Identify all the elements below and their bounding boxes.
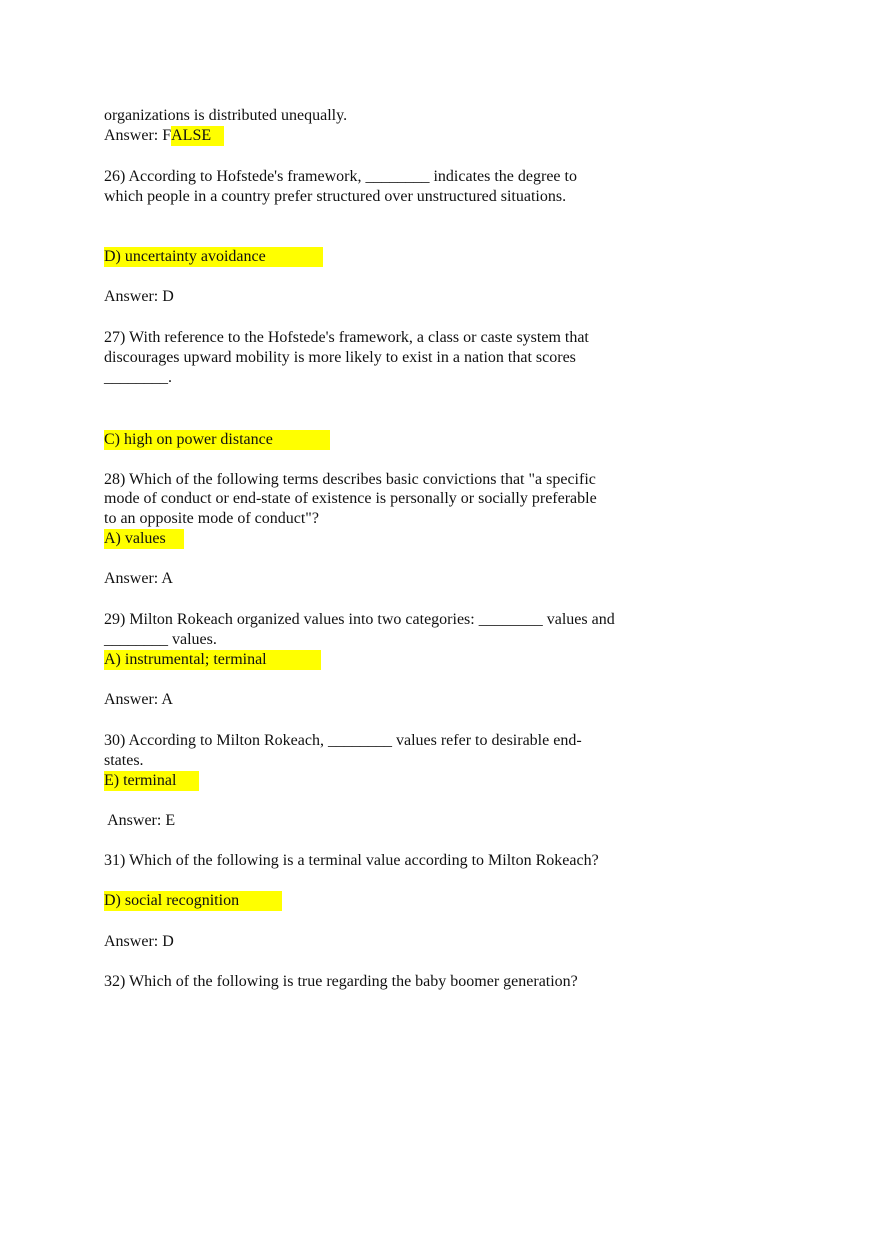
- question-29-line-2: ________ values.: [104, 631, 217, 648]
- question-28-choice: [104, 529, 184, 549]
- question-26-line-2: which people in a country prefer structured over unstructured situations.: [104, 188, 567, 205]
- question-29-choice: [104, 650, 321, 670]
- question-29-line-1: 29) Milton Rokeach organized values into two categories: ________ values and: [104, 611, 615, 628]
- question-28-line-2: mode of conduct or end-state of existence is personally or socially preferable: [104, 490, 597, 507]
- highlighted-choice: C) high on power distance: [104, 430, 330, 450]
- answer-highlight: ALSE: [171, 126, 224, 146]
- question-25-answer: [104, 126, 224, 146]
- question-30-choice: [104, 771, 199, 791]
- question-30-answer: Answer: E: [104, 812, 176, 829]
- question-25-text-line: organizations is distributed unequally.: [104, 107, 348, 124]
- question-29-answer: Answer: A: [104, 691, 173, 708]
- question-28-line-1: 28) Which of the following terms describes basic convictions that "a specific: [104, 471, 596, 488]
- question-27-line-2: discourages upward mobility is more likely to exist in a nation that scores: [104, 349, 576, 366]
- highlighted-choice: E) terminal: [104, 771, 199, 791]
- question-26-answer: Answer: D: [104, 288, 174, 305]
- question-28-line-3: to an opposite mode of conduct"?: [104, 510, 319, 527]
- question-28-answer: Answer: A: [104, 570, 173, 587]
- question-27-choice: [104, 430, 330, 450]
- question-30-line-1: 30) According to Milton Rokeach, ________ values refer to desirable end-: [104, 732, 582, 749]
- question-26-choice: [104, 247, 323, 267]
- question-27-line-3: ________.: [104, 369, 172, 386]
- question-32-line-1: 32) Which of the following is true regarding the baby boomer generation?: [104, 973, 578, 990]
- highlighted-choice: D) social recognition: [104, 891, 282, 911]
- question-31-choice: [104, 891, 282, 911]
- answer-prefix: Answer: F: [104, 127, 172, 144]
- highlighted-choice: A) instrumental; terminal: [104, 650, 321, 670]
- question-26-line-1: 26) According to Hofstede's framework, ________ indicates the degree to: [104, 168, 577, 185]
- highlighted-choice: D) uncertainty avoidance: [104, 247, 323, 267]
- question-31-answer: Answer: D: [104, 933, 174, 950]
- highlighted-choice: A) values: [104, 529, 184, 549]
- question-30-line-2: states.: [104, 752, 144, 769]
- question-31-line-1: 31) Which of the following is a terminal value according to Milton Rokeach?: [104, 852, 599, 869]
- question-27-line-1: 27) With reference to the Hofstede's framework, a class or caste system that: [104, 329, 589, 346]
